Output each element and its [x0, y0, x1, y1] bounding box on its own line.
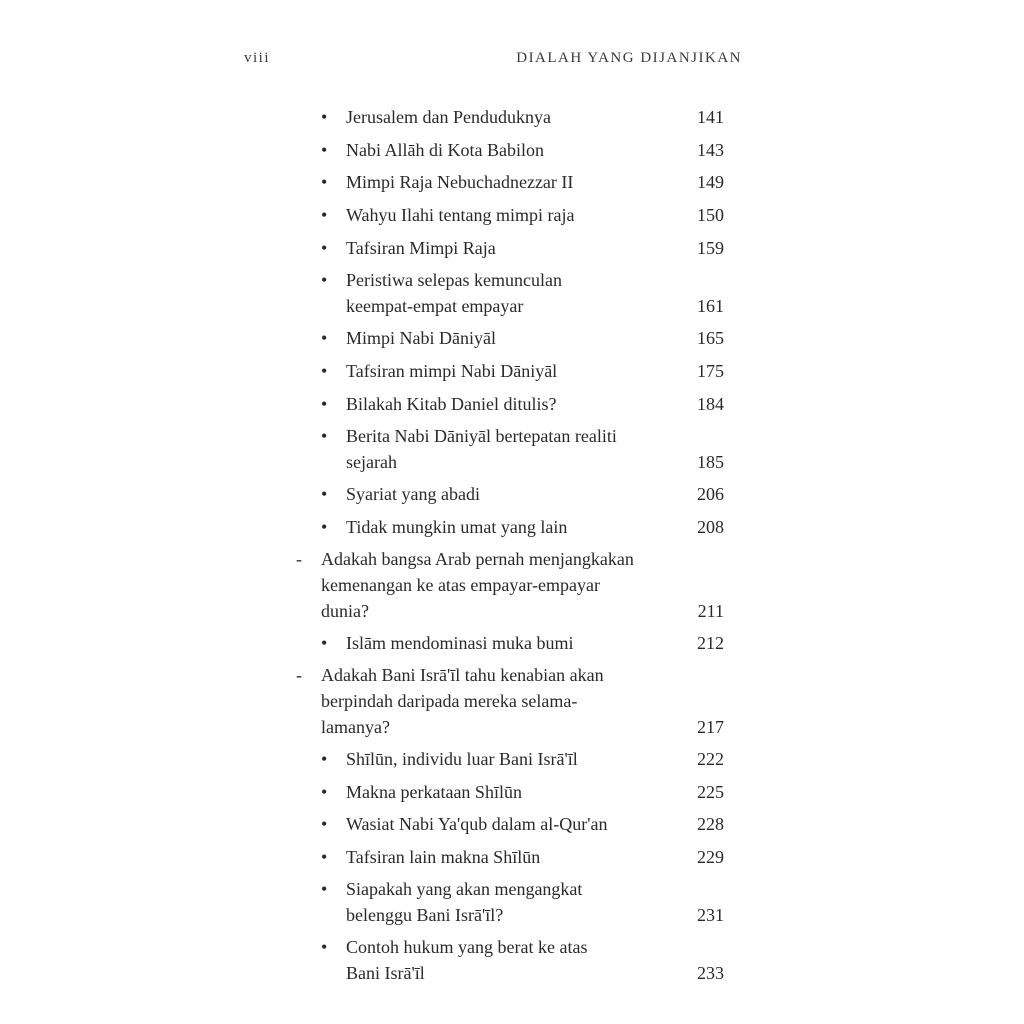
bullet-marker: • — [321, 270, 328, 290]
bullet-marker: • — [321, 107, 328, 127]
toc-entry — [321, 267, 724, 319]
bullet-marker: • — [321, 782, 328, 802]
toc-entry-title: Wasiat Nabi Ya'qub dalam al-Qur'an — [346, 814, 608, 834]
toc-entry — [321, 235, 724, 261]
bullet-marker: • — [321, 814, 328, 834]
toc-entry — [321, 630, 724, 656]
toc-entry-page: 229 — [697, 847, 724, 867]
toc-entry-title: Berita Nabi Dāniyāl bertepatan realiti sejarah — [346, 426, 617, 472]
bullet-marker: • — [321, 633, 328, 653]
toc-entry-title: Adakah Bani Isrā'īl tahu kenabian akan berpindah daripada mereka selama- lamanya? — [321, 665, 604, 737]
toc-entry-page: 233 — [697, 963, 724, 983]
toc-entry-page: 165 — [697, 328, 724, 348]
toc-entry-page: 206 — [697, 484, 724, 504]
toc-entry-title: Mimpi Nabi Dāniyāl — [346, 328, 496, 348]
toc-entry — [321, 811, 724, 837]
bullet-marker: • — [321, 238, 328, 258]
toc-entry — [321, 481, 724, 507]
bullet-marker: • — [321, 749, 328, 769]
toc-entry-page: 208 — [697, 517, 724, 537]
bullet-marker: • — [321, 879, 328, 899]
toc-entry-title: Jerusalem dan Penduduknya — [346, 107, 551, 127]
toc-entry — [321, 202, 724, 228]
toc-entry-page: 159 — [697, 238, 724, 258]
toc-entry-page: 212 — [697, 633, 724, 653]
toc-entry-title: Bilakah Kitab Daniel ditulis? — [346, 394, 557, 414]
dash-marker: - — [296, 549, 302, 569]
bullet-marker: • — [321, 517, 328, 537]
book-title: DIALAH YANG DIJANJIKAN — [516, 50, 742, 66]
toc-entry — [321, 104, 724, 130]
toc-entry — [321, 746, 724, 772]
toc-entry-title: Islām mendominasi muka bumi — [346, 633, 574, 653]
toc-entry-title: Syariat yang abadi — [346, 484, 480, 504]
bullet-marker: • — [321, 140, 328, 160]
toc-entry-title: Mimpi Raja Nebuchadnezzar II — [346, 172, 574, 192]
toc-entry — [321, 169, 724, 195]
bullet-marker: • — [321, 172, 328, 192]
toc-entry-title: Makna perkataan Shīlūn — [346, 782, 522, 802]
bullet-marker: • — [321, 361, 328, 381]
page-folio: viii — [244, 50, 271, 66]
toc-entry-title: Peristiwa selepas kemunculan keempat-empat empayar — [346, 270, 562, 316]
toc-entry-page: 175 — [697, 361, 724, 381]
toc-entry-page: 231 — [697, 905, 724, 925]
toc-entry-page: 150 — [697, 205, 724, 225]
toc-entry — [321, 779, 724, 805]
toc-entry-title: Tidak mungkin umat yang lain — [346, 517, 568, 537]
toc-entry-title: Siapakah yang akan mengangkat belenggu Bani Isrā'īl? — [346, 879, 583, 925]
toc-entry-title: Shīlūn, individu luar Bani Isrā'īl — [346, 749, 578, 769]
toc-entry — [321, 844, 724, 870]
bullet-marker: • — [321, 394, 328, 414]
toc-entry — [321, 876, 724, 928]
toc-entry — [321, 325, 724, 351]
toc-entry — [321, 514, 724, 540]
toc-entry-title: Contoh hukum yang berat ke atas Bani Isrā'īl — [346, 937, 588, 983]
toc-entry-page: 185 — [697, 452, 724, 472]
toc-entry-title: Tafsiran mimpi Nabi Dāniyāl — [346, 361, 558, 381]
toc-entry — [296, 662, 724, 740]
toc-entry-page: 141 — [697, 107, 724, 127]
toc-entry-title: Tafsiran Mimpi Raja — [346, 238, 496, 258]
toc-entry-title: Nabi Allāh di Kota Babilon — [346, 140, 544, 160]
bullet-marker: • — [321, 847, 328, 867]
toc-entry — [321, 137, 724, 163]
toc-entry-page: 184 — [697, 394, 724, 414]
toc-entry — [321, 423, 724, 475]
toc-entry-page: 143 — [697, 140, 724, 160]
toc-entry — [321, 934, 724, 986]
toc-entry-page: 225 — [697, 782, 724, 802]
toc-entry-page: 222 — [697, 749, 724, 769]
toc-entry-title: Adakah bangsa Arab pernah menjangkakan kemenangan ke atas empayar-empayar dunia? — [321, 549, 634, 621]
bullet-marker: • — [321, 328, 328, 348]
bullet-marker: • — [321, 205, 328, 225]
toc-entry-page: 228 — [697, 814, 724, 834]
toc-entry-page: 211 — [697, 601, 724, 621]
toc-entry-title: Tafsiran lain makna Shīlūn — [346, 847, 541, 867]
toc-entry-title: Wahyu Ilahi tentang mimpi raja — [346, 205, 575, 225]
toc-entry-page: 161 — [697, 296, 724, 316]
bullet-marker: • — [321, 937, 328, 957]
toc-entry — [321, 391, 724, 417]
bullet-marker: • — [321, 484, 328, 504]
toc-entry — [296, 546, 724, 624]
dash-marker: - — [296, 665, 302, 685]
toc-entry — [321, 358, 724, 384]
bullet-marker: • — [321, 426, 328, 446]
toc-entry-page: 149 — [697, 172, 724, 192]
toc-entry-page: 217 — [697, 717, 724, 737]
